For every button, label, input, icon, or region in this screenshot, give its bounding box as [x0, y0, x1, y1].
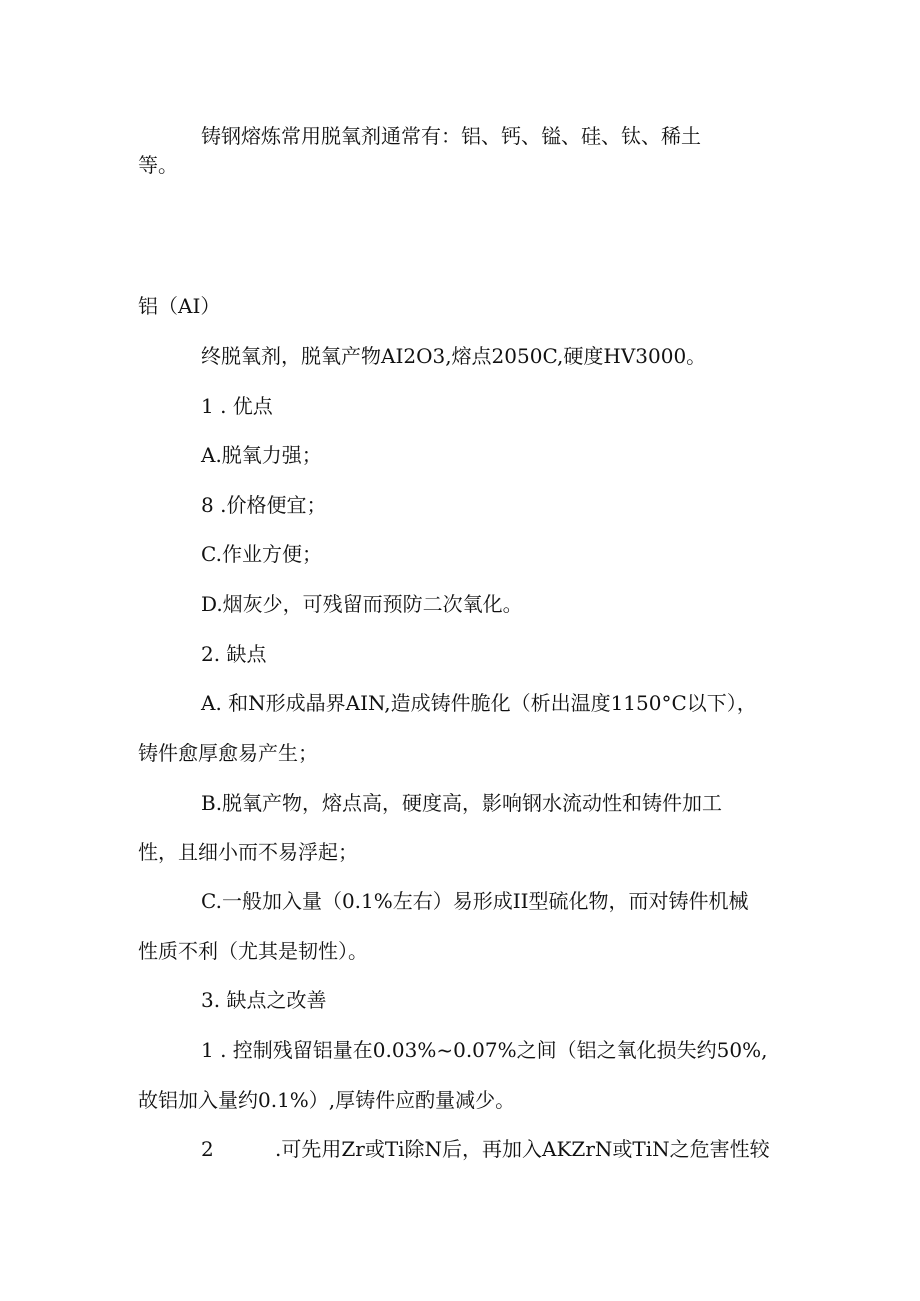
improvement-item-2-number: 2: [201, 1137, 214, 1161]
improvements-heading: 3. 缺点之改善: [201, 988, 327, 1012]
disadvantage-item-b-line-2: 性，且细小而不易浮起；: [138, 840, 358, 864]
advantage-item-d: D.烟灰少，可残留而预防二次氧化。: [201, 592, 523, 616]
disadvantages-heading: 2. 缺点: [201, 642, 267, 666]
aluminum-description: 终脱氧剂，脱氧产物AI2O3,熔点2050C,硬度HV3000。: [201, 344, 707, 368]
advantage-item-a: A.脱氧力强；: [201, 443, 322, 467]
disadvantage-item-a-line-1: A. 和N形成晶界AIN,造成铸件脆化（析出温度1150°C以下），: [201, 691, 757, 715]
disadvantage-item-a-line-2: 铸件愈厚愈易产生；: [138, 741, 318, 765]
advantage-item-b: 8 .价格便宜；: [201, 493, 327, 517]
intro-text-line-2: 等。: [138, 153, 178, 177]
advantages-heading: 1 . 优点: [201, 394, 273, 418]
disadvantage-item-b-line-1: B.脱氧产物，熔点高，硬度高，影响钢水流动性和铸件加工: [201, 791, 723, 815]
improvement-item-2-text: .可先用Zr或Ti除N后，再加入AKZrN或TiN之危害性较: [275, 1137, 770, 1161]
disadvantage-item-c-line-1: C.一般加入量（0.1%左右）易形成II型硫化物，而对铸件机械: [201, 889, 749, 913]
section-heading-aluminum: 铝（AI）: [138, 294, 221, 318]
improvement-item-1-line-1: 1 . 控制残留铝量在0.03%~0.07%之间（铝之氧化损失约50%,: [201, 1038, 768, 1062]
advantage-item-c: C.作业方便；: [201, 542, 322, 566]
improvement-item-1-line-2: 故铝加入量约0.1%）,厚铸件应酌量减少。: [138, 1088, 516, 1112]
disadvantage-item-c-line-2: 性质不利（尤其是韧性）。: [138, 939, 368, 963]
intro-text-line-1: 铸钢熔炼常用脱氧剂通常有：铝、钙、镒、硅、钛、稀土: [201, 124, 701, 148]
